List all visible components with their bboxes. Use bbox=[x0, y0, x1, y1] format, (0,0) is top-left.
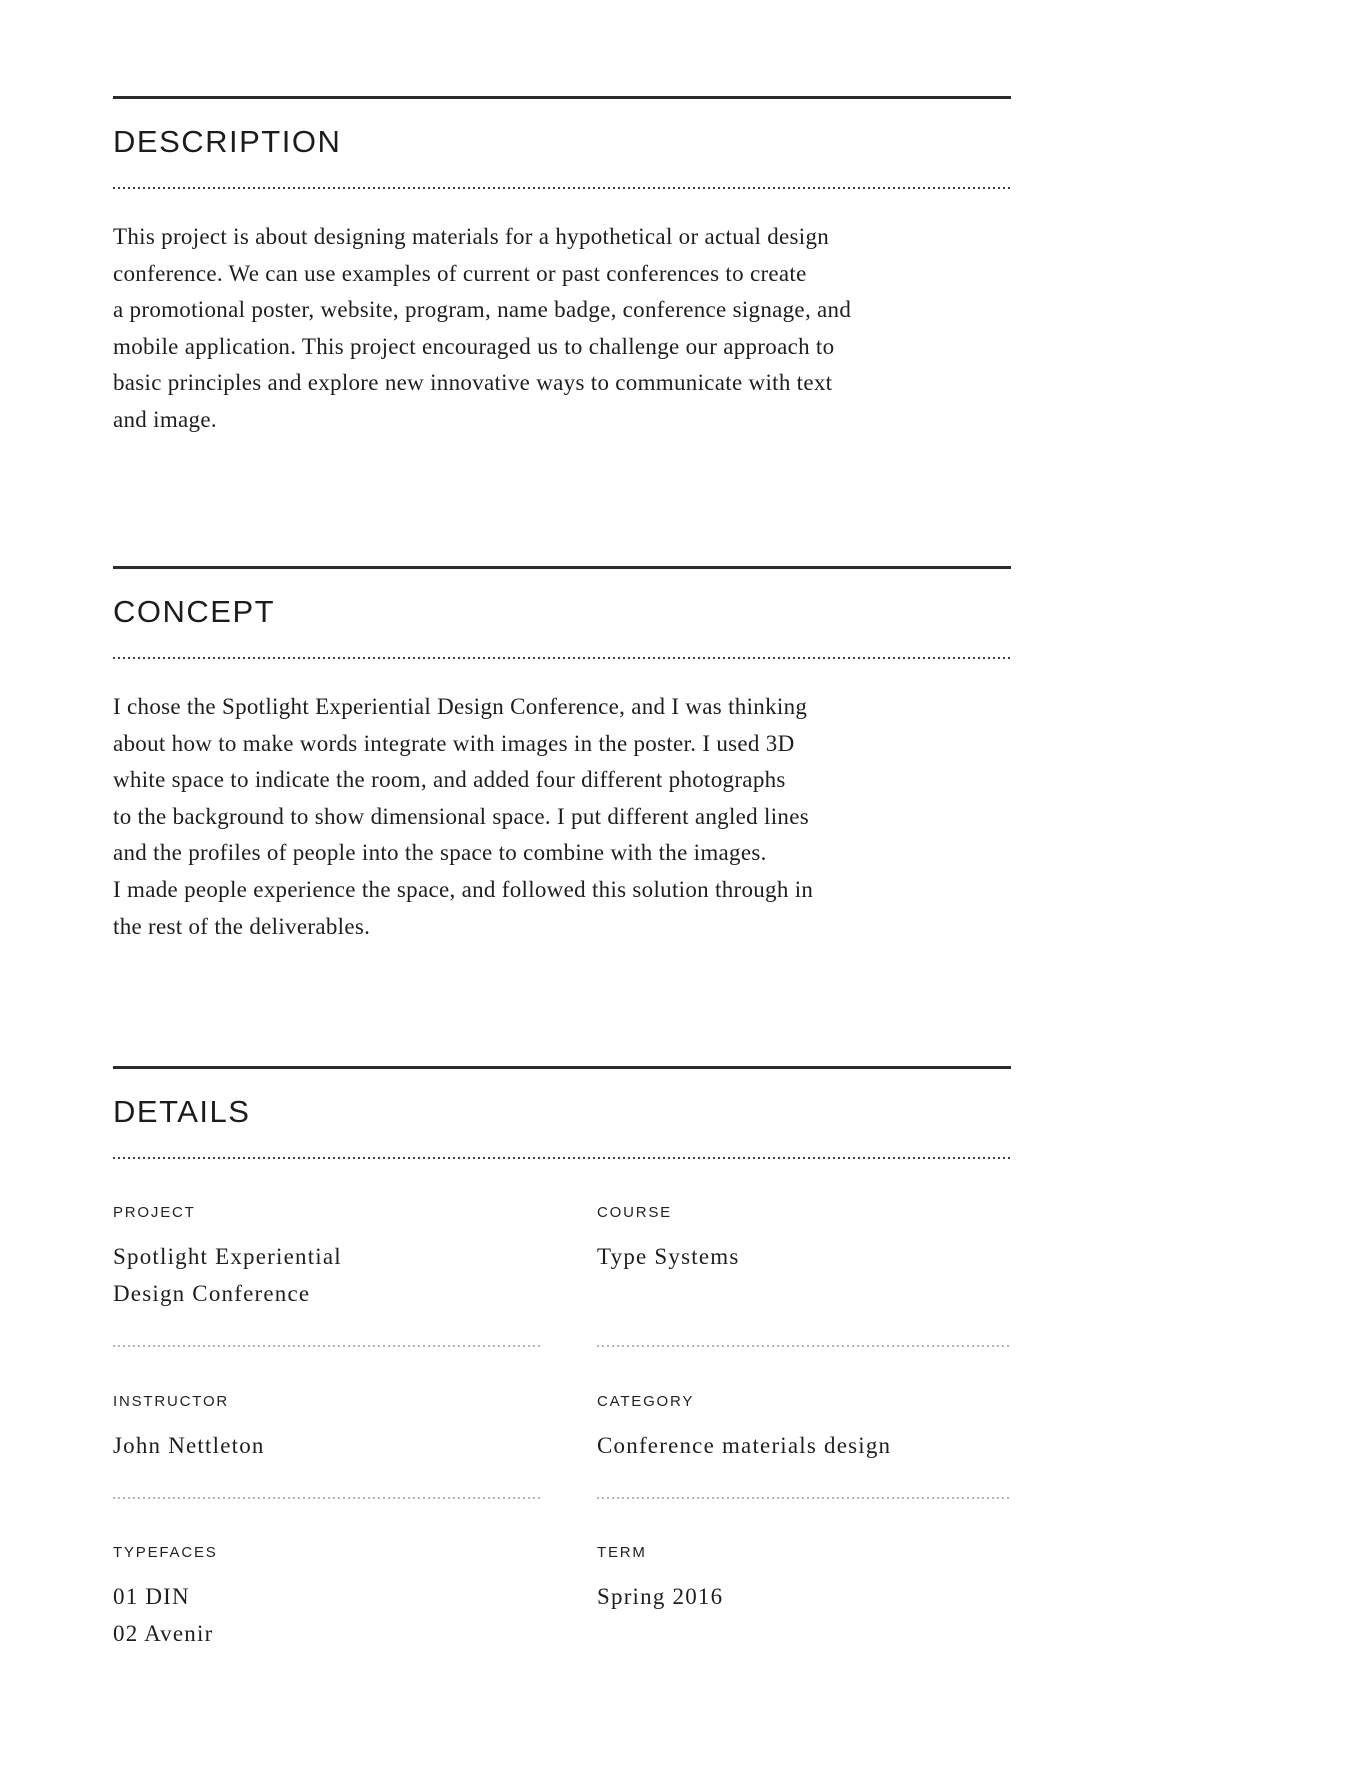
detail-cell-category bbox=[597, 1392, 1011, 1464]
typefaces-label: TYPEFACES bbox=[113, 1544, 218, 1561]
section-top-rule bbox=[113, 1066, 1011, 1069]
course-value: Type Systems bbox=[597, 1244, 740, 1269]
dotted-divider bbox=[113, 657, 1011, 659]
concept-heading: CONCEPT bbox=[113, 594, 276, 629]
instructor-value: John Nettleton bbox=[113, 1433, 265, 1458]
section-description bbox=[113, 96, 1011, 439]
course-label: COURSE bbox=[597, 1204, 672, 1221]
term-value: Spring 2016 bbox=[597, 1584, 724, 1609]
detail-cell-typefaces bbox=[113, 1543, 541, 1652]
detail-cell-instructor bbox=[113, 1392, 541, 1464]
section-details bbox=[113, 1066, 1011, 1706]
description-paragraph: This project is about designing materials for a hypothetical or actual design conference. We can use examples of current or past conferences to create a promotional poster, website, program, name badge, conference signage, and mobile application. This project encouraged us to challenge our approach to basic principles and explore new innovative ways to communicate with text and image. bbox=[113, 224, 852, 432]
section-top-rule bbox=[113, 566, 1011, 569]
column-divider bbox=[113, 1345, 541, 1347]
typefaces-value: 01 DIN 02 Avenir bbox=[113, 1584, 214, 1646]
section-top-rule bbox=[113, 96, 1011, 99]
dotted-divider bbox=[113, 1157, 1011, 1159]
instructor-label: INSTRUCTOR bbox=[113, 1393, 230, 1410]
detail-cell-project bbox=[113, 1203, 541, 1312]
details-heading: DETAILS bbox=[113, 1094, 251, 1129]
term-label: TERM bbox=[597, 1544, 647, 1561]
dotted-divider bbox=[113, 187, 1011, 189]
category-label: CATEGORY bbox=[597, 1393, 695, 1410]
section-concept bbox=[113, 566, 1011, 945]
column-divider bbox=[597, 1497, 1011, 1499]
column-divider bbox=[113, 1497, 541, 1499]
concept-paragraph: I chose the Spotlight Experiential Design Conference, and I was thinking about how to make words integrate with images in the poster. I used 3D white space to indicate the room, and added four different photographs to the background to show dimensional space. I put different angled lines and the profiles of people into the space to combine with the images. I made people experience the space, and followed this solution through in the rest of the deliverables. bbox=[113, 694, 814, 939]
description-heading: DESCRIPTION bbox=[113, 124, 342, 159]
column-divider bbox=[597, 1345, 1011, 1347]
detail-cell-term bbox=[597, 1543, 1011, 1615]
project-value: Spotlight Experiential Design Conference bbox=[113, 1244, 342, 1306]
project-label: PROJECT bbox=[113, 1204, 196, 1221]
category-value: Conference materials design bbox=[597, 1433, 892, 1458]
detail-cell-course bbox=[597, 1203, 1011, 1275]
